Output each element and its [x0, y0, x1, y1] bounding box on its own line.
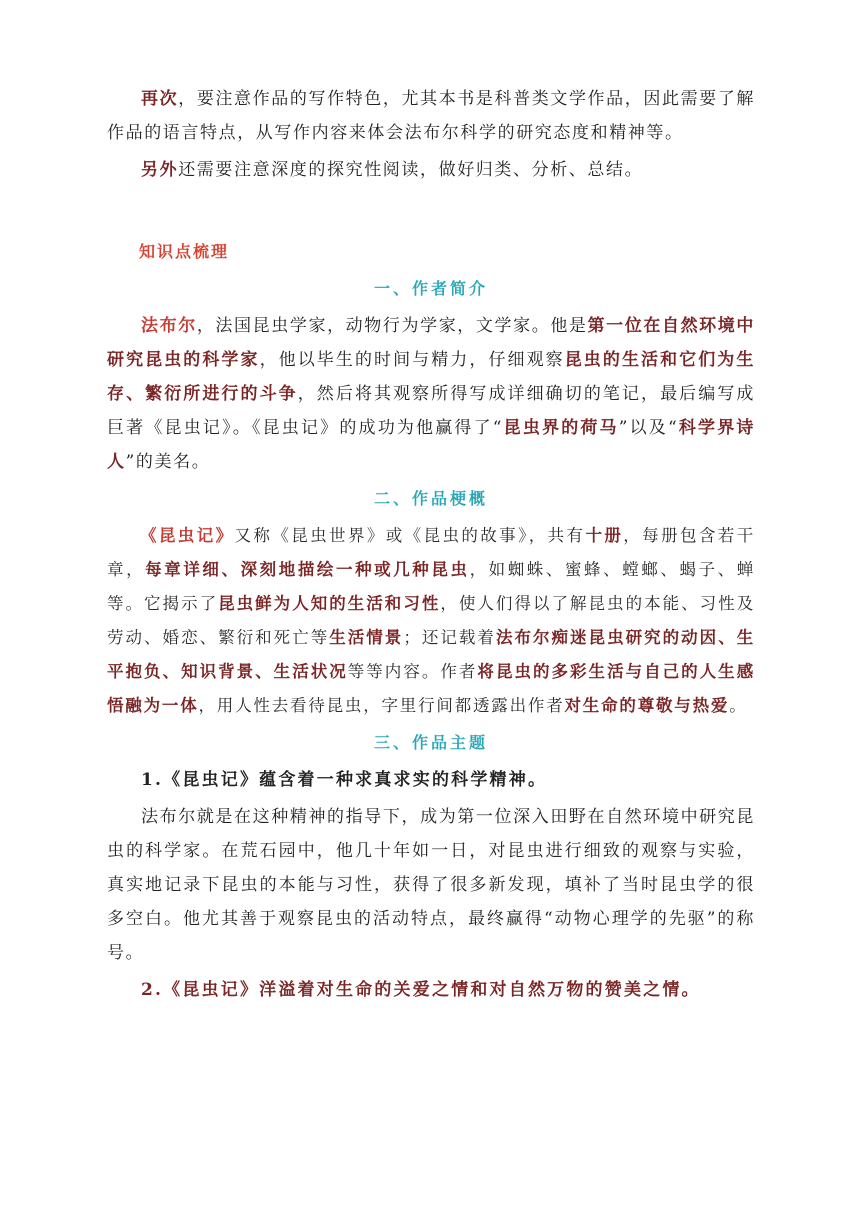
section-2-run-6: 昆虫鲜为人知的生活和习性 [218, 594, 441, 613]
section-2-run-3: ，每册包含若干章， [107, 526, 756, 579]
section-2-run-7: ，使人们得以了解昆虫的本能、习性及劳动、婚恋、繁衍和死亡等 [107, 594, 755, 647]
theme-point-2: 2.《昆虫记》洋溢着对生命的关爱之情和对自然万物的赞美之情。 [141, 980, 701, 1000]
section-1-run-8: 科学界诗人 [107, 418, 756, 472]
section-1-run-7: ”以及“ [618, 418, 679, 438]
document-page [107, 82, 755, 1007]
section-1-run-3: ，他以毕生的时间与精力，仔细观察 [259, 350, 565, 370]
section-2-run-15: 。 [729, 696, 748, 715]
paragraph-besides-text: 还需要注意深度的探究性阅读，做好归类、分析、总结。 [178, 160, 644, 180]
paragraph-besides [107, 153, 755, 187]
theme-point-1: 1.《昆虫记》蕴含着一种求真求实的科学精神。 [141, 770, 548, 790]
section-1-run-1: ，法国昆虫学家，动物行为学家，文学家。他是 [196, 316, 588, 336]
section-1-run-6: 昆虫界的荷马 [503, 418, 619, 438]
keyword-again: 再次 [141, 89, 179, 109]
section-2-run-8: 生活情景 [329, 628, 404, 647]
section-2-title: 二、作品梗概 [373, 489, 488, 508]
section-2-run-2: 十册 [585, 526, 624, 545]
section-2-body [107, 519, 755, 723]
section-2-run-12: 将昆虫的多彩生活与自己的人生感悟融为一体 [107, 662, 756, 715]
section-1-body [107, 309, 755, 479]
section-2-run-13: ，用人性去看待昆虫，字里行间都透露出作者 [198, 696, 565, 715]
theme-point-1-body: 法布尔就是在这种精神的指导下，成为第一位深入田野在自然环境中研究昆虫的科学家。在荒石园中，他几十年如一日，对昆虫进行细致的观察与实验，真实地记录下昆虫的本能与习性，获得了很多新发现，填补了当时昆虫学的很多空白。他尤其善于观察昆虫的活动特点，最终赢得“动物心理学的先驱”的称号。 [107, 807, 755, 963]
section-1-run-5: ，然后将其观察所得写成详细确切的笔记，最后编写成巨著《昆虫记》。《昆虫记》的成功为他赢得了“ [107, 384, 756, 438]
section-2-run-4: 每章详细、深刻地描绘一种或几种昆虫 [145, 560, 470, 579]
section-3-title: 三、作品主题 [373, 733, 488, 752]
section-1-run-2: 第一位在自然环境中研究昆虫的科学家 [107, 316, 755, 370]
paragraph-again [107, 82, 755, 150]
section-2-run-0: 《昆虫记》 [140, 526, 235, 545]
section-2-run-1: 又称《昆虫世界》或《昆虫的故事》，共有 [234, 526, 586, 545]
section-2-run-5: ，如蜘蛛、蜜蜂、螳螂、蝎子、蝉等。它揭示了 [107, 560, 755, 613]
section-2-run-11: 等等内容。作者 [347, 662, 478, 681]
section-2-run-9: ；还记载着 [403, 628, 496, 647]
section-1-run-4: 昆虫的生活和它们为生存、繁衍所进行的斗争 [107, 350, 755, 404]
knowledge-heading: 知识点梳理 [139, 242, 230, 261]
section-1-title: 一、作者简介 [373, 279, 488, 298]
section-1-run-9: ”的美名。 [125, 452, 211, 472]
keyword-besides: 另外 [141, 160, 179, 180]
section-2-run-14: 对生命的尊敬与热爱 [564, 696, 730, 715]
section-1-run-0: 法布尔 [141, 316, 197, 336]
paragraph-again-text: ，要注意作品的写作特色，尤其本书是科普类文学作品，因此需要了解作品的语言特点，从写作内容来体会法布尔科学的研究态度和精神等。 [107, 89, 755, 143]
section-2-run-10: 法布尔痴迷昆虫研究的动因、生平抱负、知识背景、生活状况 [107, 628, 756, 681]
